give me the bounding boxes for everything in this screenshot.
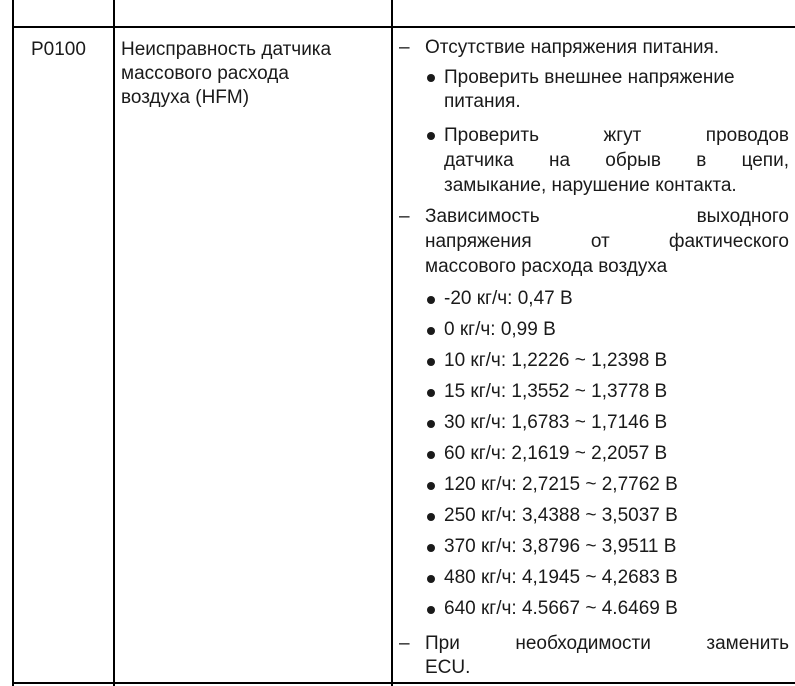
voltage-value: 10 кг/ч: 1,2226 ~ 1,2398 В [444,350,668,371]
fault-description-line-3: воздуха (HFM) [121,87,250,108]
voltage-value: 60 кг/ч: 2,1619 ~ 2,2057 В [444,443,668,464]
bullet-icon [427,513,435,521]
item-1-text: Отсутствие напряжения питания. [425,37,720,58]
fault-description-line-1: Неисправность датчика [121,39,332,60]
bullet-icon [427,544,435,552]
fault-code: P0100 [31,39,86,60]
voltage-value: 15 кг/ч: 1,3552 ~ 1,3778 В [444,381,668,402]
item-2-line-2: напряжения от фактического [425,231,789,252]
check-harness-line-2: датчика на обрыв в цепи, [444,150,789,171]
check-harness-line-1: Проверить жгут проводов [444,125,789,146]
bullet-icon [427,74,435,82]
voltage-value: 370 кг/ч: 3,8796 ~ 3,9511 В [444,536,677,557]
voltage-value: 250 кг/ч: 3,4388 ~ 3,5037 В [444,505,678,526]
fault-description-line-2: массового расхода [121,63,289,84]
bullet-icon [427,451,435,459]
voltage-value: -20 кг/ч: 0,47 В [444,288,573,309]
bullet-icon [427,482,435,490]
table-border-left [12,0,14,686]
bullet-icon [427,327,435,335]
bullet-icon [427,358,435,366]
column-divider-1 [113,0,115,686]
item-dash: – [399,633,410,654]
item-3-line-1: При необходимости заменить [425,633,789,654]
bullet-icon [427,606,435,614]
header-row-bottom-border [12,26,795,28]
bullet-icon [427,389,435,397]
bullet-icon [427,296,435,304]
item-2-line-1: Зависимость выходного [425,206,789,227]
bullet-icon [427,420,435,428]
item-2-line-3: массового расхода воздуха [425,256,668,277]
voltage-value: 0 кг/ч: 0,99 В [444,319,556,340]
table-bottom-border [12,682,795,684]
item-dash: – [399,37,410,58]
item-dash: – [399,206,410,227]
item-3-line-2: ECU. [425,657,471,678]
bullet-icon [427,575,435,583]
voltage-value: 30 кг/ч: 1,6783 ~ 1,7146 В [444,412,668,433]
check-harness-line-3: замыкание, нарушение контакта. [444,175,737,196]
voltage-value: 120 кг/ч: 2,7215 ~ 2,7762 В [444,474,678,495]
bullet-icon [427,132,435,140]
check-voltage-line-2: питания. [444,91,521,112]
check-voltage-line-1: Проверить внешнее напряжение [444,67,735,88]
voltage-value: 480 кг/ч: 4,1945 ~ 4,2683 В [444,567,678,588]
voltage-value: 640 кг/ч: 4.5667 ~ 4.6469 В [444,598,678,619]
column-divider-2 [391,0,393,686]
